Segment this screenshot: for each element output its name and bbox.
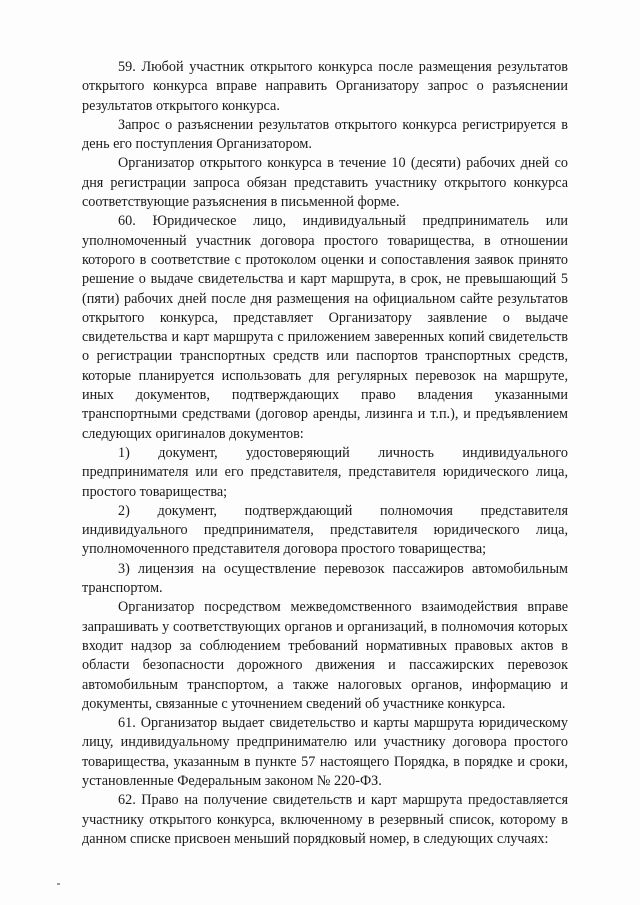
list-item-3: 3) лицензия на осуществление перевозок пассажиров автомобильным транспортом.: [82, 560, 568, 597]
paragraph-62: 62. Право на получение свидетельств и карт маршрута предоставляется участнику открытого конкурса, включенному в резервный список, которому в данном списке присвоен меньший порядковый номер, в следующих случаях:: [82, 792, 568, 847]
paragraph-60: 60. Юридическое лицо, индивидуальный предприниматель или уполномоченный участник договора простого товарищества, в отношении которого в соответствие с протоколом оценки и сопоставления заявок принято решение о выдаче свидетельства и карт маршрута, в срок, не превышающий 5 (пяти) рабочих дней после дня размещения на официальном сайте результатов открытого конкурса, представляет Организатору заявление о выдаче свидетельства и карт маршрута с приложением заверенных копий свидетельств о регистрации транспортных средств или паспортов транспортных средств, которые планируется использовать для регулярных перевозок на маршруте, иных документов, подтверждающих право владения указанными транспортными средствами (договор аренды, лизинга и т.п.), и предъявлением следующих оригиналов документов:: [82, 213, 568, 442]
paragraph-61: 61. Организатор выдает свидетельство и карты маршрута юридическому лицу, индивидуальному предпринимателю или участнику договора простого товарищества, указанным в пункте 57 настоящего Порядка, в порядке и сроки, установленные Федеральным законом № 220-ФЗ.: [82, 715, 568, 789]
paragraph-response-deadline: Организатор открытого конкурса в течение 10 (десяти) рабочих дней со дня регистрации запроса обязан представить участнику открытого конкурса соответствующие разъяснения в письменной форме.: [82, 155, 568, 211]
paragraph-interagency: Организатор посредством межведомственного взаимодействия вправе запрашивать у соответствующих органов и организаций, в полномочия которых входит надзор за соблюдением требований нормативных правовых актов в области безопасности дорожного движения и пассажирских перевозок автомобильным транспортом, а также налоговых органов, информацию и документы, связанные с уточнением сведений об участнике конкурса.: [82, 599, 568, 712]
list-item-1: 1) документ, удостоверяющий личность индивидуального предпринимателя или его представителя, представителя юридического лица, простого товарищества;: [82, 444, 568, 500]
paragraph-request-registration: Запрос о разъяснении результатов открытого конкурса регистрируется в день его поступления Организатором.: [82, 116, 568, 153]
scan-speck: [57, 883, 60, 885]
document-body: [82, 58, 568, 849]
list-item-2: 2) документ, подтверждающий полномочия представителя индивидуального предпринимателя, представителя юридического лица, уполномоченного представителя договора простого товарищества;: [82, 502, 568, 558]
paragraph-59: 59. Любой участник открытого конкурса после размещения результатов открытого конкурса вправе направить Организатору запрос о разъяснении результатов открытого конкурса.: [82, 59, 568, 114]
